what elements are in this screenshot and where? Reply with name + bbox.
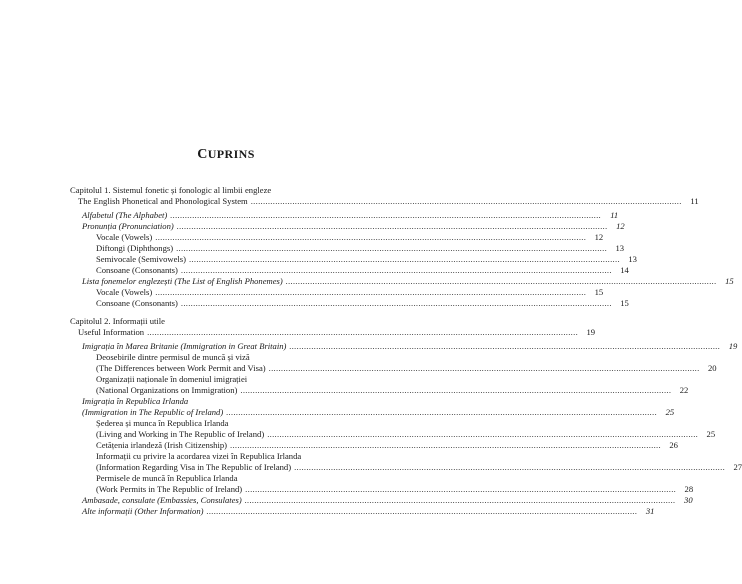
dot-leader xyxy=(286,276,717,287)
page-number: 12 xyxy=(594,232,604,242)
page-number: 20 xyxy=(708,363,717,373)
dot-leader xyxy=(226,407,657,418)
toc-entry xyxy=(70,243,625,254)
toc-entry xyxy=(70,385,689,396)
toc-entry xyxy=(70,506,655,517)
toc-entry xyxy=(70,276,734,287)
page-number: 30 xyxy=(684,495,693,505)
toc-entry xyxy=(70,221,625,232)
page-number: 22 xyxy=(679,385,689,395)
chapter-gap xyxy=(70,309,390,316)
dot-leader xyxy=(230,440,661,451)
toc-entry-text: Șederea și munca în Republica Irlanda xyxy=(96,418,229,428)
dot-leader xyxy=(245,495,676,506)
toc-entry-text: Vocale (Vowels) xyxy=(96,232,153,242)
page-number: 19 xyxy=(728,341,738,351)
page-number: 11 xyxy=(610,210,619,220)
toc-entry xyxy=(70,352,390,363)
dot-leader xyxy=(181,265,612,276)
dot-leader xyxy=(207,506,638,517)
dot-leader xyxy=(189,254,620,265)
page-number: 12 xyxy=(616,221,625,231)
toc-entry-text: Permisele de muncă în Republica Irlanda xyxy=(96,473,238,483)
dot-leader xyxy=(289,341,720,352)
toc-entry xyxy=(70,462,742,473)
toc-entry xyxy=(70,210,619,221)
toc-entry-text: Pronunția (Pronunciation) xyxy=(82,221,174,231)
page-number: 15 xyxy=(620,298,629,308)
toc-entry-text: (Information Regarding Visa in The Republic of Ireland) xyxy=(96,462,292,472)
toc-entry xyxy=(70,298,629,309)
toc-entry-text: (The Differences between Work Permit and Visa) xyxy=(96,363,266,373)
dot-leader xyxy=(181,298,612,309)
toc-entry-text: Informații cu privire la acordarea vizei în Republica Irlanda xyxy=(96,451,302,461)
toc-entry-text: Imigrația în Marea Britanie (Immigration in Great Britain) xyxy=(82,341,287,351)
page-number: 13 xyxy=(615,243,625,253)
dot-leader xyxy=(251,196,682,207)
page-number: 15 xyxy=(725,276,734,286)
dot-leader xyxy=(294,462,725,473)
page-number: 11 xyxy=(690,196,699,206)
chapter-heading xyxy=(70,316,390,327)
dot-leader xyxy=(155,232,586,243)
page-title xyxy=(0,147,452,163)
toc-entry-text: Cetățenia irlandeză (Irish Citizenship) xyxy=(96,440,228,450)
toc-entry xyxy=(70,484,694,495)
dot-leader xyxy=(147,327,578,338)
toc-entry-text: Alte informații (Other Information) xyxy=(82,506,204,516)
toc-entry-text: Useful Information xyxy=(78,327,145,337)
toc-entry xyxy=(70,287,604,298)
dot-leader xyxy=(170,210,601,221)
toc-entry xyxy=(70,327,596,338)
table-of-contents xyxy=(70,185,742,517)
page-number: 25 xyxy=(706,429,716,439)
dot-leader xyxy=(267,429,698,440)
toc-entry-text: Alfabetul (The Alphabet) xyxy=(82,210,168,220)
toc-entry-text: Deosebirile dintre permisul de muncă și viză xyxy=(96,352,250,362)
dot-leader xyxy=(245,484,676,495)
toc-entry-text: Diftongi (Diphthongs) xyxy=(96,243,174,253)
toc-entry xyxy=(70,473,390,484)
toc-entry xyxy=(70,429,716,440)
page-number: 28 xyxy=(684,484,694,494)
toc-entry xyxy=(70,196,699,207)
toc-entry-text: Lista fonemelor englezești (The List of English Phonemes) xyxy=(82,276,283,286)
dot-leader xyxy=(240,385,671,396)
page-number: 26 xyxy=(669,440,678,450)
toc-entry xyxy=(70,265,629,276)
toc-entry xyxy=(70,396,390,407)
toc-entry xyxy=(70,232,604,243)
page-number: 15 xyxy=(594,287,604,297)
toc-entry xyxy=(70,374,390,385)
toc-entry-text: Capitolul 1. Sistemul fonetic și fonologic al limbii engleze xyxy=(70,185,272,195)
toc-entry-text: (National Organizations on Immigration) xyxy=(96,385,238,395)
chapter-heading xyxy=(70,185,390,196)
toc-entry-text: (Living and Working in The Republic of Ireland) xyxy=(96,429,265,439)
toc-entry-text: The English Phonetical and Phonological System xyxy=(78,196,248,206)
toc-entry xyxy=(70,363,717,374)
toc-entry xyxy=(70,254,637,265)
toc-entry-text: (Immigration in The Republic of Ireland) xyxy=(82,407,224,417)
toc-entry xyxy=(70,341,738,352)
page-number: 25 xyxy=(665,407,675,417)
toc-entry-text: Organizații naționale în domeniul imigrației xyxy=(96,374,248,384)
toc-entry-text: Semivocale (Semivowels) xyxy=(96,254,186,264)
toc-entry xyxy=(70,440,678,451)
title-initial: C xyxy=(197,147,208,162)
toc-entry xyxy=(70,495,693,506)
toc-entry xyxy=(70,407,675,418)
page-number: 13 xyxy=(628,254,637,264)
toc-entry xyxy=(70,451,390,462)
page-number: 31 xyxy=(645,506,655,516)
page-number: 14 xyxy=(620,265,629,275)
toc-entry-text: Consoane (Consonants) xyxy=(96,265,178,275)
dot-leader xyxy=(155,287,586,298)
toc-entry xyxy=(70,418,390,429)
page-number: 19 xyxy=(586,327,596,337)
toc-entry-text: (Work Permits in The Republic of Ireland) xyxy=(96,484,243,494)
dot-leader xyxy=(176,243,607,254)
toc-entry-text: Consoane (Consonants) xyxy=(96,298,178,308)
page-number: 27 xyxy=(733,462,742,472)
title-rest: UPRINS xyxy=(207,147,255,161)
toc-entry-text: Capitolul 2. Informații utile xyxy=(70,316,165,326)
toc-entry-text: Imigrația în Republica Irlanda xyxy=(82,396,189,406)
dot-leader xyxy=(269,363,700,374)
toc-entry-text: Vocale (Vowels) xyxy=(96,287,153,297)
dot-leader xyxy=(177,221,608,232)
toc-entry-text: Ambasade, consulate (Embassies, Consulates) xyxy=(82,495,242,505)
